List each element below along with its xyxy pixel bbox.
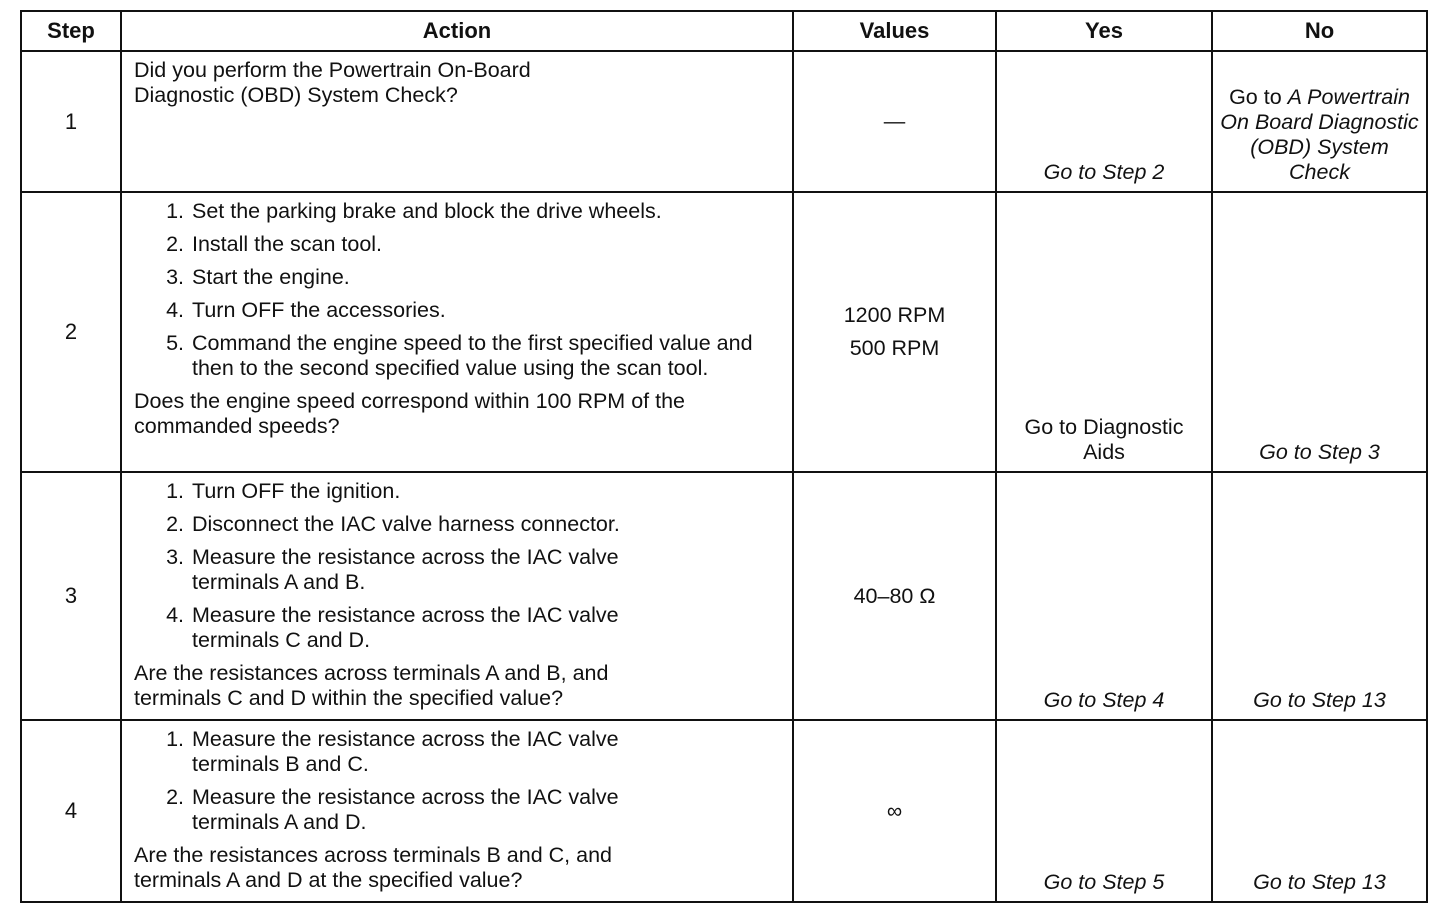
value-text: 500 RPM [849, 336, 940, 360]
yes-link-text: Go to Step 5 [1043, 870, 1165, 894]
action-step-item: 2. Disconnect the IAC valve harness connector. [190, 512, 672, 537]
action-step-item: 1. Measure the resistance across the IAC valve terminals B and C. [190, 727, 672, 777]
step-number: 2 [21, 192, 121, 472]
action-step-item: 2. Measure the resistance across the IAC valve terminals A and D. [190, 785, 672, 835]
yes-cell [996, 192, 1212, 472]
action-step-item: 4. Turn OFF the accessories. [190, 298, 782, 323]
header-values: Values [793, 11, 996, 51]
value-text: — [883, 109, 906, 133]
no-text: Go to [1229, 85, 1288, 109]
action-step-item: 2. Install the scan tool. [190, 232, 782, 257]
values-cell [793, 51, 996, 192]
action-step-item: 3. Start the engine. [190, 265, 782, 290]
no-cell [1212, 51, 1427, 192]
action-question: Did you perform the Powertrain On-Board Diagnostic (OBD) System Check? [134, 58, 531, 107]
value-text: 40–80 Ω [853, 583, 936, 608]
action-cell [121, 51, 793, 192]
action-question: Does the engine speed correspond within 100 RPM of the commanded speeds? [134, 389, 685, 438]
no-link-text: Go to Step 3 [1259, 440, 1380, 464]
table-row [21, 192, 1427, 472]
value-text: 1200 RPM [843, 303, 946, 327]
action-cell [121, 472, 793, 720]
values-cell [793, 192, 996, 472]
header-step: Step [21, 11, 121, 51]
no-cell [1212, 472, 1427, 720]
table-row [21, 472, 1427, 720]
header-yes: Yes [996, 11, 1212, 51]
no-cell [1212, 192, 1427, 472]
yes-link-text: Go to Step 4 [1043, 688, 1165, 712]
action-cell [121, 192, 793, 472]
action-step-item: 1. Set the parking brake and block the drive wheels. [190, 199, 782, 224]
yes-text: Go to Diagnostic Aids [1024, 415, 1184, 464]
action-step-item: 1. Turn OFF the ignition. [190, 479, 672, 504]
no-cell [1212, 720, 1427, 902]
yes-cell [996, 51, 1212, 192]
step-number: 1 [21, 51, 121, 192]
no-link-text: Go to Step 13 [1253, 688, 1386, 712]
diagnostic-table [20, 10, 1428, 903]
table-row [21, 51, 1427, 192]
action-step-item: 3. Measure the resistance across the IAC valve terminals A and B. [190, 545, 672, 595]
header-row [21, 11, 1427, 51]
header-no: No [1212, 11, 1427, 51]
action-question: Are the resistances across terminals B and C, and terminals A and D at the specified value? [134, 843, 612, 892]
step-number: 4 [21, 720, 121, 902]
header-action: Action [121, 11, 793, 51]
yes-link-text: Go to Step 2 [1043, 160, 1165, 184]
action-steps-list [134, 199, 782, 381]
value-text: ∞ [886, 798, 903, 823]
action-steps-list [134, 479, 782, 653]
action-step-item: 4. Measure the resistance across the IAC valve terminals C and D. [190, 603, 672, 653]
yes-cell [996, 472, 1212, 720]
diagnostic-table-document [20, 10, 1428, 903]
action-step-item: 5. Command the engine speed to the first specified value and then to the second specified value using the scan tool. [190, 331, 782, 381]
action-question: Are the resistances across terminals A and B, and terminals C and D within the specified value? [134, 661, 609, 710]
yes-cell [996, 720, 1212, 902]
values-cell [793, 720, 996, 902]
step-number: 3 [21, 472, 121, 720]
values-cell [793, 472, 996, 720]
no-link-text: A Powertrain On Board Diagnostic (OBD) System Check [1220, 85, 1419, 184]
action-cell [121, 720, 793, 902]
no-link-text: Go to Step 13 [1253, 870, 1386, 894]
table-row [21, 720, 1427, 902]
action-steps-list [134, 727, 782, 835]
